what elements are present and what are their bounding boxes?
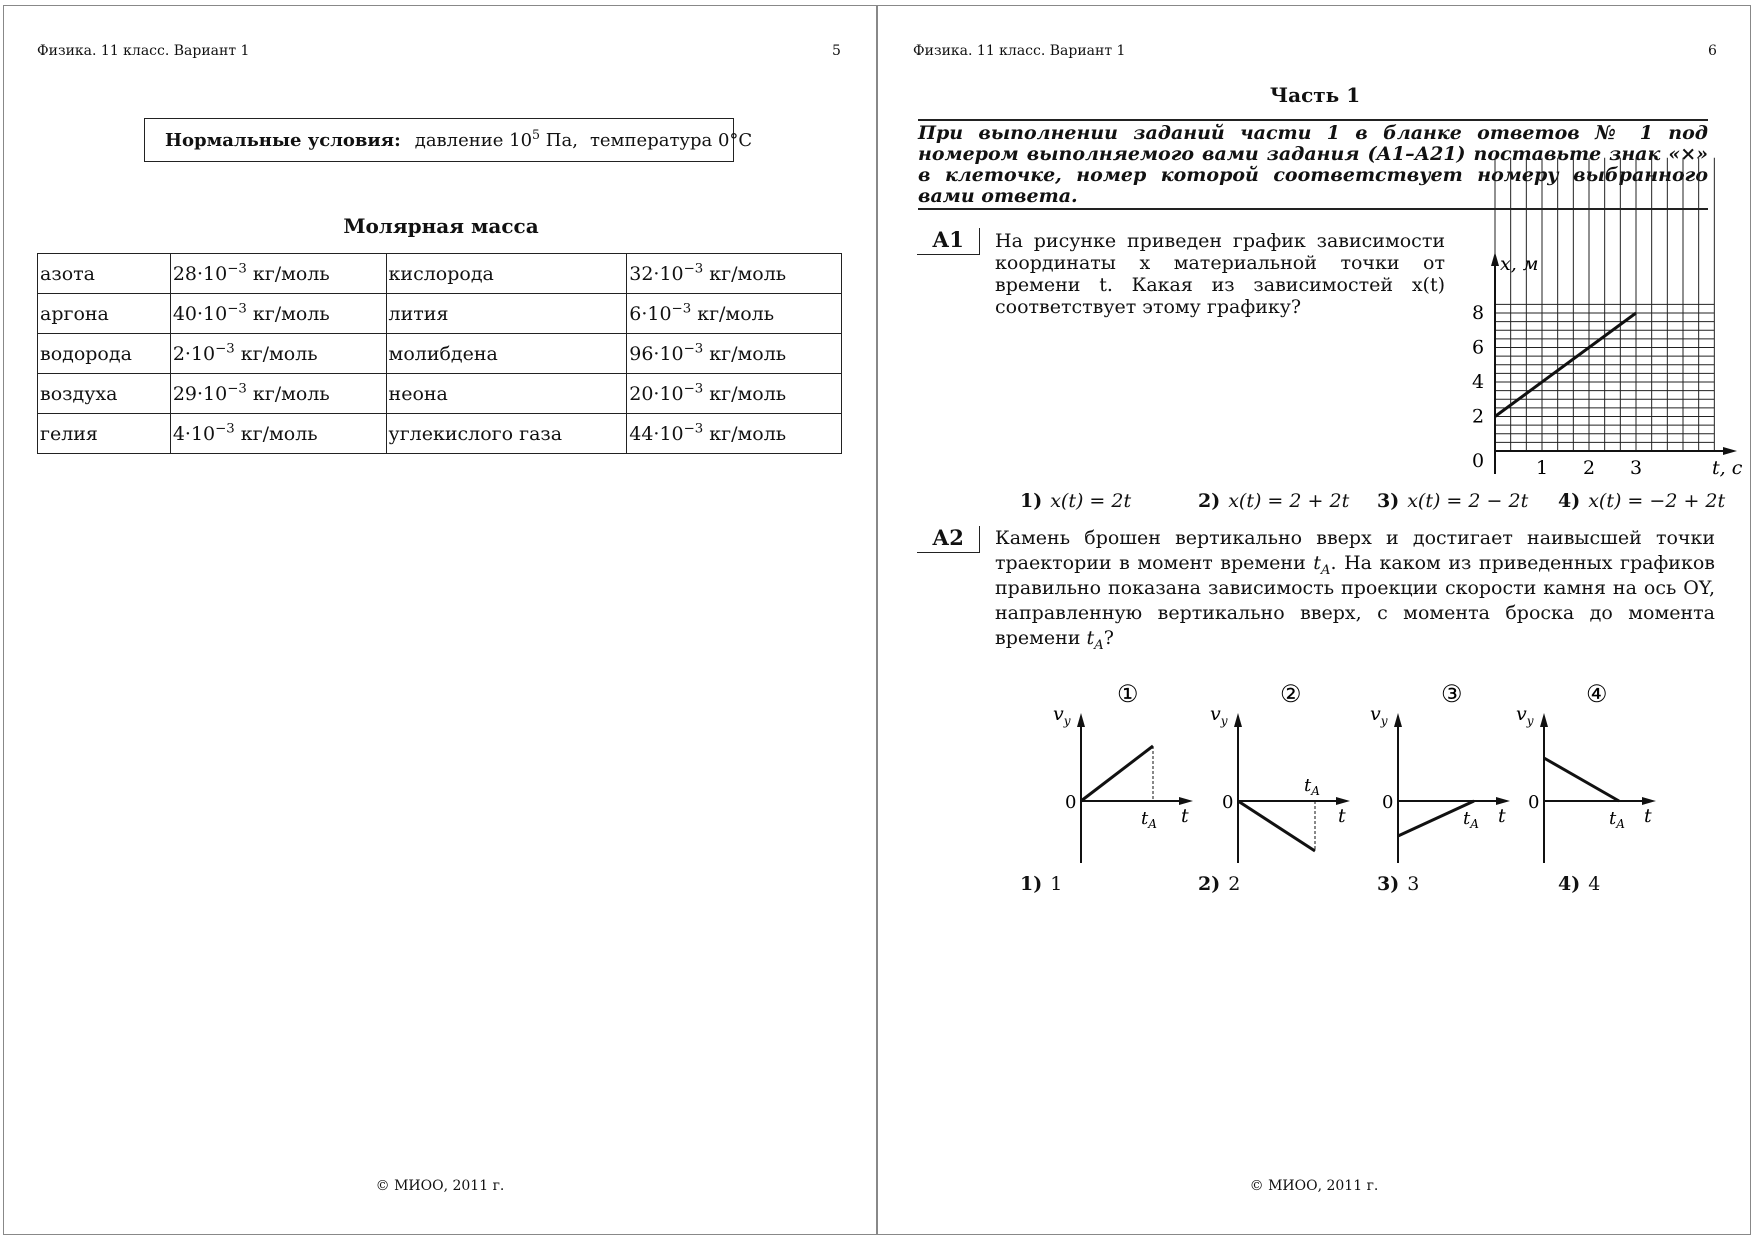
v-axis-arrow [1077, 713, 1085, 727]
task-label-a2: А2 [917, 526, 980, 553]
v-axis-arrow [1234, 713, 1242, 727]
table-row [38, 254, 842, 294]
origin-label: 0 [1472, 450, 1485, 472]
substance-name: гелия [38, 414, 171, 454]
answer-option[interactable]: 2) 2 [1198, 873, 1241, 895]
molar-mass-title: Молярная масса [343, 214, 539, 238]
table-row [38, 294, 842, 334]
table-row [38, 334, 842, 374]
t-axis-arrow [1496, 797, 1510, 805]
y-tick-label: 4 [1472, 371, 1485, 393]
molar-value: $28\cdot 10^{-3}$ кг/моль [170, 254, 386, 294]
table-row [38, 414, 842, 454]
x-axis-label: t, с [1712, 457, 1743, 479]
t-axis-arrow [1642, 797, 1656, 805]
x-tick-label: 3 [1630, 457, 1643, 479]
right-page [877, 5, 1751, 1235]
a1-graph [1458, 246, 1743, 486]
t-a-label: $t_A$ [1463, 808, 1479, 831]
molar-value: $40\cdot 10^{-3}$ кг/моль [170, 294, 386, 334]
left-page [3, 5, 877, 1235]
t-axis-arrow [1179, 797, 1193, 805]
velocity-line [1544, 758, 1619, 801]
page-header: Физика. 11 класс. Вариант 1 [37, 43, 250, 59]
normal-conditions-label: Нормальные условия: [165, 129, 401, 151]
temperature-text: температура 0°С [589, 129, 753, 151]
a2-graphs [878, 672, 1752, 872]
substance-name: азота [38, 254, 171, 294]
answer-option[interactable]: 4) x(t) = −2 + 2t [1558, 490, 1726, 512]
molar-value: $32\cdot 10^{-3}$ кг/моль [627, 254, 842, 294]
page-footer: © МИОО, 2011 г. [375, 1178, 505, 1194]
t-axis-label: t [1181, 805, 1189, 827]
t-axis-label: t [1338, 805, 1346, 827]
molar-value: $20\cdot 10^{-3}$ кг/моль [627, 374, 842, 414]
task-label-a1: А1 [917, 228, 980, 255]
substance-name: кислорода [386, 254, 627, 294]
graph-number: ① [1117, 680, 1139, 708]
part-title: Часть 1 [1269, 83, 1361, 107]
answer-option[interactable]: 3) x(t) = 2 − 2t [1377, 490, 1529, 512]
page-footer: © МИОО, 2011 г. [1249, 1178, 1379, 1194]
molar-value: $2\cdot 10^{-3}$ кг/моль [170, 334, 386, 374]
substance-name: аргона [38, 294, 171, 334]
answer-option[interactable]: 1) 1 [1020, 873, 1063, 895]
graph-number: ③ [1441, 680, 1463, 708]
y-tick-label: 8 [1472, 302, 1485, 324]
x-tick-label: 1 [1536, 457, 1549, 479]
origin-label: 0 [1222, 792, 1234, 813]
t-axis-label: t [1498, 805, 1506, 827]
molar-value: $4\cdot 10^{-3}$ кг/моль [170, 414, 386, 454]
t-a-label: $t_A$ [1304, 775, 1320, 798]
y-tick-label: 6 [1472, 336, 1485, 359]
velocity-line [1238, 801, 1315, 851]
molar-value: $96\cdot 10^{-3}$ кг/моль [627, 334, 842, 374]
t-a-label: $t_A$ [1609, 808, 1625, 831]
page-header: Физика. 11 класс. Вариант 1 [913, 43, 1126, 59]
substance-name: воздуха [38, 374, 171, 414]
graph-number: ② [1280, 680, 1302, 708]
y-axis-label: x, м [1500, 253, 1539, 275]
y-tick-label: 2 [1472, 405, 1485, 428]
answer-option[interactable]: 4) 4 [1558, 873, 1601, 895]
v-axis-arrow [1394, 713, 1402, 727]
substance-name: молибдена [386, 334, 627, 374]
page-number: 5 [832, 43, 841, 59]
velocity-line [1081, 746, 1153, 801]
v-axis-label: $v_y$ [1210, 703, 1228, 728]
graph-number: ④ [1586, 680, 1608, 708]
origin-label: 0 [1065, 792, 1077, 813]
molar-value: $29\cdot 10^{-3}$ кг/моль [170, 374, 386, 414]
instruction-text: При выполнении заданий части 1 в бланке ответов № 1 под номером выполняемого вами задания (А1–А21) поставьте знак «×» в клеточке, номер которой соответствует номеру выбранного вами ответа. [918, 119, 1708, 210]
v-axis-label: $v_y$ [1516, 703, 1534, 728]
pressure-text: давление $10^5$ Па, [414, 126, 578, 151]
answer-option[interactable]: 1) x(t) = 2t [1020, 490, 1132, 512]
molar-value: $6\cdot 10^{-3}$ кг/моль [627, 294, 842, 334]
substance-name: водорода [38, 334, 171, 374]
molar-mass-table [37, 253, 842, 454]
v-axis-label: $v_y$ [1053, 703, 1071, 728]
t-a-label: $t_A$ [1141, 808, 1157, 831]
x-tick-label: 2 [1583, 457, 1596, 479]
substance-name: неона [386, 374, 627, 414]
t-axis-label: t [1644, 805, 1652, 827]
t-axis-arrow [1336, 797, 1350, 805]
molar-value: $44\cdot 10^{-3}$ кг/моль [627, 414, 842, 454]
v-axis-label: $v_y$ [1370, 703, 1388, 728]
task-a2-text: Камень брошен вертикально вверх и достигает наивысшей точки траектории в момент времени $t_A$. На каком из приведенных графиков правильно показана зависимость проекции скорости камня на ось OY, направленную вертикально вверх, с момента броска до момента времени $t_A$? [995, 527, 1715, 653]
substance-name: лития [386, 294, 627, 334]
page-number: 6 [1708, 43, 1717, 59]
table-row [38, 374, 842, 414]
answer-option[interactable]: 2) x(t) = 2 + 2t [1198, 490, 1350, 512]
origin-label: 0 [1528, 792, 1540, 813]
task-a1-text: На рисунке приведен график зависимости координаты x материальной точки от времени t. Какая из зависимостей x(t) соответствует этому графику? [995, 230, 1445, 318]
answer-option[interactable]: 3) 3 [1377, 873, 1420, 895]
origin-label: 0 [1382, 792, 1394, 813]
substance-name: углекислого газа [386, 414, 627, 454]
normal-conditions-box [144, 118, 753, 162]
v-axis-arrow [1540, 713, 1548, 727]
